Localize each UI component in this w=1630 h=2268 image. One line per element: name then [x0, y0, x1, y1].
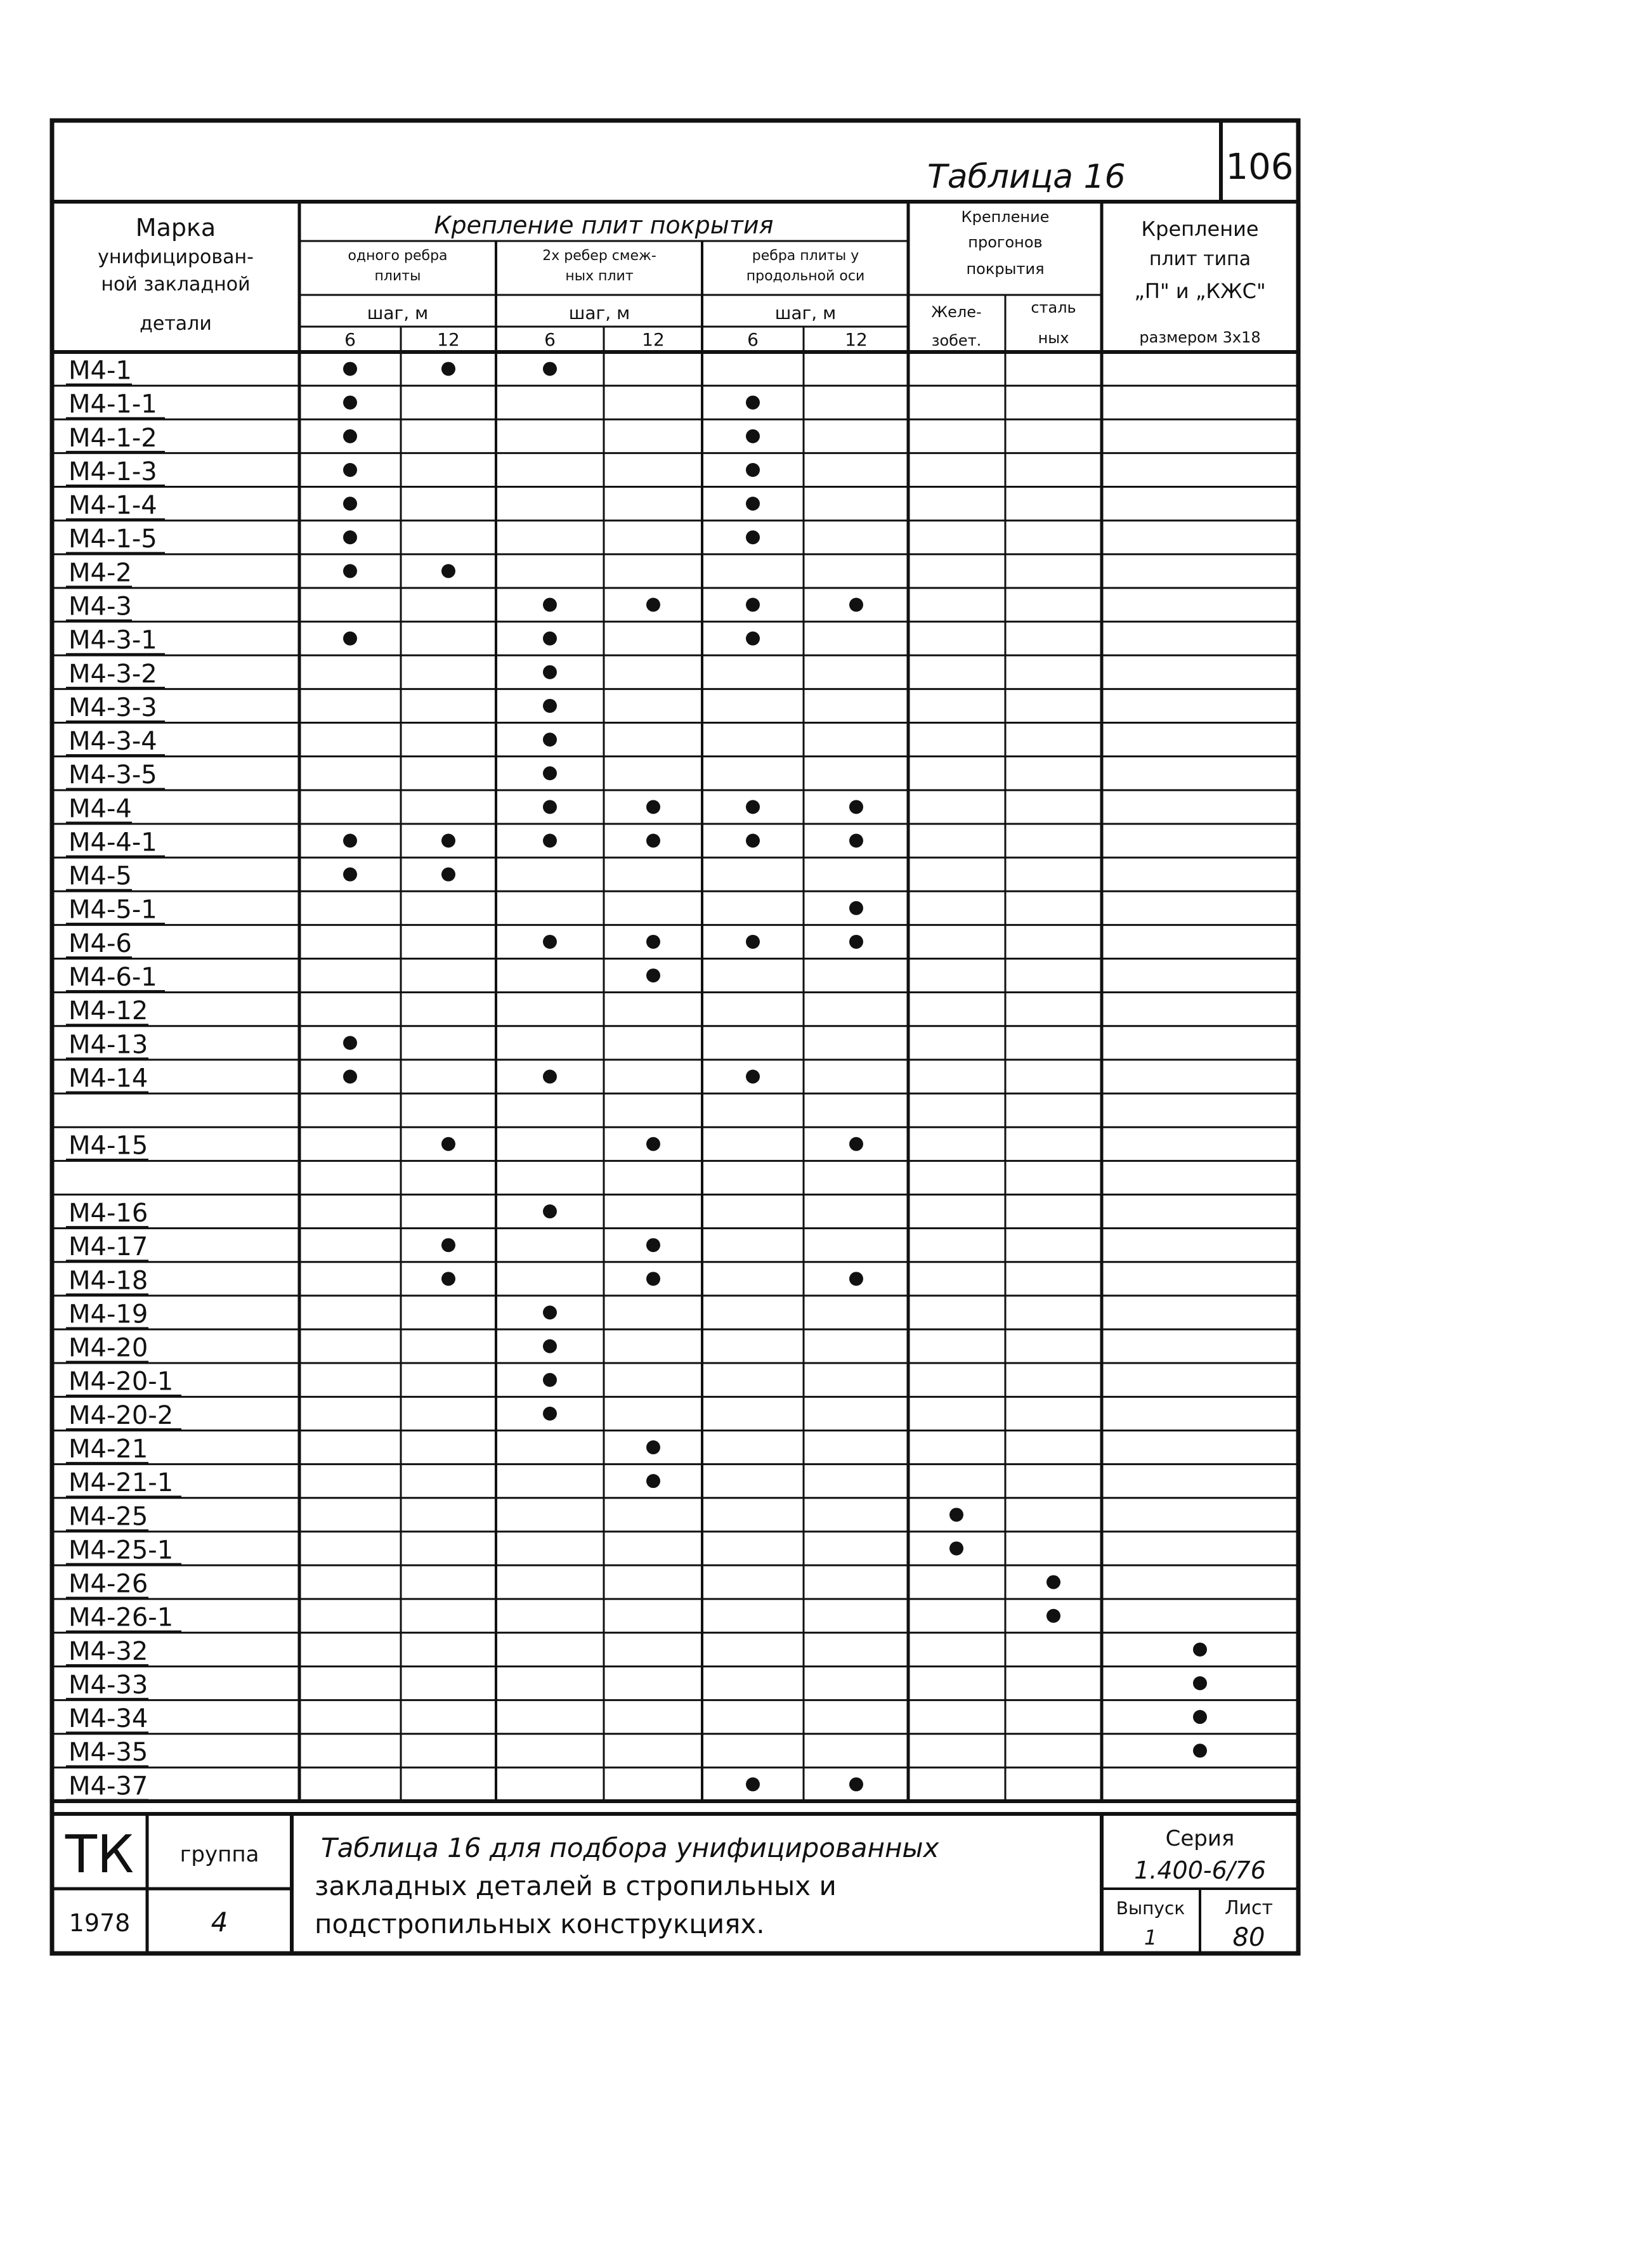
table-row [66, 727, 557, 756]
table-row [66, 1131, 863, 1161]
usage-dot [343, 463, 357, 477]
header-purlins-rc: Желе- [931, 303, 982, 321]
table-row [66, 1502, 963, 1531]
row-mark: М4-19 [68, 1300, 148, 1329]
table-row [66, 1367, 557, 1397]
table-row [66, 1435, 660, 1464]
usage-dot [343, 868, 357, 882]
row-mark: М4-3-3 [68, 693, 157, 722]
header-mark-line: Марка [135, 214, 216, 242]
row-mark: М4-6-1 [68, 963, 157, 993]
usage-dot [343, 396, 357, 410]
usage-dot [849, 1272, 863, 1286]
usage-dot [543, 733, 557, 746]
row-mark: М4-5 [68, 861, 132, 891]
header-purlins-line: прогонов [968, 233, 1043, 251]
row-mark: М4-25 [68, 1502, 148, 1532]
usage-dot [343, 1036, 357, 1050]
row-mark: М4-37 [68, 1771, 148, 1801]
row-mark: М4-12 [68, 996, 148, 1026]
usage-dot [746, 1777, 760, 1791]
header-mark-line: ной закладной [101, 273, 251, 296]
sheet-number: 106 [1225, 147, 1294, 188]
usage-dot [543, 1305, 557, 1319]
usage-dot [746, 800, 760, 814]
usage-dot [746, 598, 760, 612]
header-mark-line: унифицирован- [98, 246, 254, 268]
usage-dot [646, 834, 660, 848]
table-row [66, 660, 557, 689]
row-mark: М4-34 [68, 1704, 148, 1734]
table-row [66, 626, 760, 655]
usage-dot [543, 800, 557, 814]
row-mark: М4-17 [68, 1232, 148, 1262]
usage-dot [543, 699, 557, 713]
table-row [66, 1030, 357, 1059]
series-label: Серия [1165, 1826, 1235, 1851]
table-row [66, 794, 863, 823]
issue-label: Выпуск [1116, 1898, 1185, 1919]
header-purlins-line: Крепление [961, 208, 1050, 226]
usage-dot [441, 1137, 455, 1151]
description-line: подстропильных конструкциях. [315, 1908, 765, 1939]
header-plates-line: „П" и „КЖС" [1134, 279, 1266, 303]
usage-dot [1193, 1710, 1207, 1724]
row-mark: М4-2 [68, 558, 132, 588]
sheet-value: 80 [1232, 1923, 1265, 1952]
usage-dot [746, 463, 760, 477]
header-long-axis: ребра плиты у [752, 248, 859, 264]
usage-dot [949, 1508, 963, 1522]
usage-dot [1046, 1609, 1060, 1623]
usage-dot [646, 1440, 660, 1454]
description-line: закладных деталей в стропильных и [315, 1870, 837, 1901]
table-row [66, 1401, 557, 1430]
row-mark: М4-26 [68, 1569, 148, 1599]
row-mark: М4-5-1 [68, 895, 157, 925]
header-step-value: 12 [437, 329, 460, 350]
usage-dot [543, 632, 557, 646]
usage-dot [543, 1070, 557, 1084]
header-step-value: 6 [747, 329, 759, 350]
usage-dot [1193, 1676, 1207, 1690]
header-purlins [931, 208, 1076, 349]
header-plates-line: Крепление [1141, 217, 1259, 241]
table-row [66, 390, 760, 419]
usage-dot [646, 1238, 660, 1252]
usage-dot [1193, 1643, 1207, 1657]
usage-dot [343, 834, 357, 848]
table-row [66, 1266, 863, 1295]
row-mark: М4-3-4 [68, 727, 157, 757]
table-row [66, 1570, 1060, 1599]
header-mark [98, 214, 254, 335]
usage-dot [646, 935, 660, 949]
table-row [66, 1771, 863, 1801]
usage-dot [343, 564, 357, 578]
header-step: шаг, м [774, 303, 837, 323]
table-row [66, 760, 557, 790]
usage-dot [441, 564, 455, 578]
table-row [66, 1637, 1207, 1666]
usage-dot [1046, 1575, 1060, 1589]
table-row [66, 862, 455, 891]
usage-dot [849, 800, 863, 814]
usage-dot [441, 1272, 455, 1286]
row-lines [52, 386, 1298, 1768]
usage-dot [543, 935, 557, 949]
usage-dot [646, 598, 660, 612]
header-plates-line: плит типа [1149, 248, 1251, 270]
usage-dot [441, 362, 455, 376]
table-grid [52, 121, 1298, 1953]
tk-logo: ТК [65, 1825, 134, 1885]
issue-value: 1 [1144, 1926, 1157, 1950]
header-step-value: 6 [544, 329, 556, 350]
header-slabs [344, 211, 868, 350]
usage-dot [543, 1407, 557, 1421]
usage-dot [849, 598, 863, 612]
usage-dot [646, 1474, 660, 1488]
table-row [66, 1704, 1207, 1733]
row-mark: М4-20-2 [68, 1400, 174, 1430]
usage-dot [343, 497, 357, 511]
header-step-value: 6 [344, 329, 356, 350]
row-mark: М4-13 [68, 1030, 148, 1060]
usage-dot [543, 1339, 557, 1353]
usage-dot [746, 429, 760, 443]
table-row [66, 1064, 760, 1093]
table-row [66, 356, 557, 386]
usage-dot [746, 632, 760, 646]
table-row [66, 963, 660, 992]
usage-dot [646, 1137, 660, 1151]
outer-frame [52, 121, 1298, 1953]
row-mark: М4-3-2 [68, 659, 157, 689]
usage-dot [849, 1137, 863, 1151]
row-mark: М4-26-1 [68, 1603, 174, 1633]
usage-dot [646, 1272, 660, 1286]
row-mark: М4-1 [68, 356, 132, 386]
usage-dot [543, 1373, 557, 1387]
group-value: 4 [211, 1906, 228, 1938]
usage-dot [949, 1541, 963, 1555]
table-row [66, 1535, 963, 1565]
usage-dot [543, 362, 557, 376]
usage-dot [543, 766, 557, 780]
row-mark: М4-1-5 [68, 525, 157, 554]
table-row [66, 592, 863, 621]
row-mark: М4-6 [68, 929, 132, 958]
table-row [66, 1232, 660, 1261]
table-row [66, 996, 148, 1026]
table-title: Таблица 16 [927, 158, 1126, 196]
header-two-ribs: 2х ребер смеж- [542, 248, 656, 264]
row-mark: М4-1-2 [68, 423, 157, 453]
usage-dot [343, 429, 357, 443]
usage-dot [543, 1204, 557, 1218]
usage-dot [746, 530, 760, 544]
usage-dot [746, 1070, 760, 1084]
header-plates-line: размером 3х18 [1139, 329, 1261, 346]
row-mark: М4-18 [68, 1266, 148, 1296]
description-line: Таблица 16 для подбора унифицированных [321, 1832, 939, 1863]
header-two-ribs: ных плит [565, 268, 634, 284]
row-mark: М4-1-4 [68, 491, 157, 521]
row-mark: М4-35 [68, 1738, 148, 1768]
table-row [66, 525, 760, 554]
row-mark: М4-4 [68, 794, 132, 824]
header-step-value: 12 [845, 329, 868, 350]
header-purlins-steel: сталь [1031, 299, 1076, 316]
series-value: 1.400-6/76 [1134, 1856, 1266, 1884]
table-row [66, 1334, 557, 1363]
table-row [66, 1671, 1207, 1700]
table-row [66, 1199, 557, 1228]
row-mark: М4-20-1 [68, 1367, 174, 1397]
table-row [66, 1468, 660, 1497]
header-purlins-rc: зобет. [931, 332, 982, 349]
usage-dot [441, 834, 455, 848]
header-step-value: 12 [642, 329, 665, 350]
row-mark: М4-1-3 [68, 457, 157, 486]
table-row [66, 1300, 557, 1329]
usage-dot [849, 901, 863, 915]
table-row [66, 558, 455, 587]
table-row [66, 491, 760, 520]
usage-dot [441, 868, 455, 882]
table-row [66, 693, 557, 722]
header-purlins-steel: ных [1038, 329, 1069, 347]
row-mark: М4-14 [68, 1064, 148, 1093]
row-mark: М4-32 [68, 1636, 148, 1666]
table-row [66, 896, 863, 925]
table-row [66, 1603, 1060, 1633]
usage-dot [849, 1777, 863, 1791]
usage-dot [849, 834, 863, 848]
row-mark: М4-33 [68, 1670, 148, 1700]
header-one-rib: плиты [374, 268, 421, 284]
usage-dot [543, 665, 557, 679]
row-mark: М4-1-1 [68, 389, 157, 419]
usage-dot [849, 935, 863, 949]
row-mark: М4-15 [68, 1131, 148, 1161]
table-row [66, 1738, 1207, 1767]
header-one-rib: одного ребра [348, 248, 448, 264]
table-row [66, 424, 760, 453]
usage-dot [1193, 1743, 1207, 1757]
sheet-label: Лист [1224, 1897, 1274, 1919]
usage-dot [543, 598, 557, 612]
row-mark: М4-21 [68, 1434, 148, 1464]
usage-dot [441, 1238, 455, 1252]
usage-dot [646, 800, 660, 814]
usage-dot [343, 530, 357, 544]
row-mark: М4-3-1 [68, 625, 157, 655]
header-purlins-line: покрытия [966, 260, 1045, 278]
row-mark: М4-20 [68, 1333, 148, 1363]
year: 1978 [68, 1909, 131, 1937]
group-label: группа [179, 1842, 259, 1867]
usage-dot [746, 497, 760, 511]
row-mark: М4-21-1 [68, 1468, 174, 1498]
row-mark: М4-16 [68, 1199, 148, 1228]
row-mark: М4-3-5 [68, 760, 157, 790]
table-row [66, 929, 863, 958]
usage-dot [746, 834, 760, 848]
row-mark: М4-25-1 [68, 1535, 174, 1565]
header-step: шаг, м [367, 303, 429, 323]
row-mark: М4-3 [68, 592, 132, 622]
header-plates [1134, 217, 1265, 346]
table-row [66, 828, 863, 857]
usage-dot [543, 834, 557, 848]
header-mark-line: детали [140, 313, 212, 335]
table-body [66, 356, 1207, 1801]
header-long-axis: продольной оси [746, 268, 865, 284]
usage-dot [746, 935, 760, 949]
usage-dot [343, 632, 357, 646]
header-group-main: Крепление плит покрытия [434, 211, 774, 239]
row-mark: М4-4-1 [68, 828, 157, 857]
table-row [66, 457, 760, 486]
usage-dot [343, 1070, 357, 1084]
header-step: шаг, м [568, 303, 630, 323]
usage-dot [343, 362, 357, 376]
usage-dot [746, 396, 760, 410]
usage-dot [646, 968, 660, 982]
